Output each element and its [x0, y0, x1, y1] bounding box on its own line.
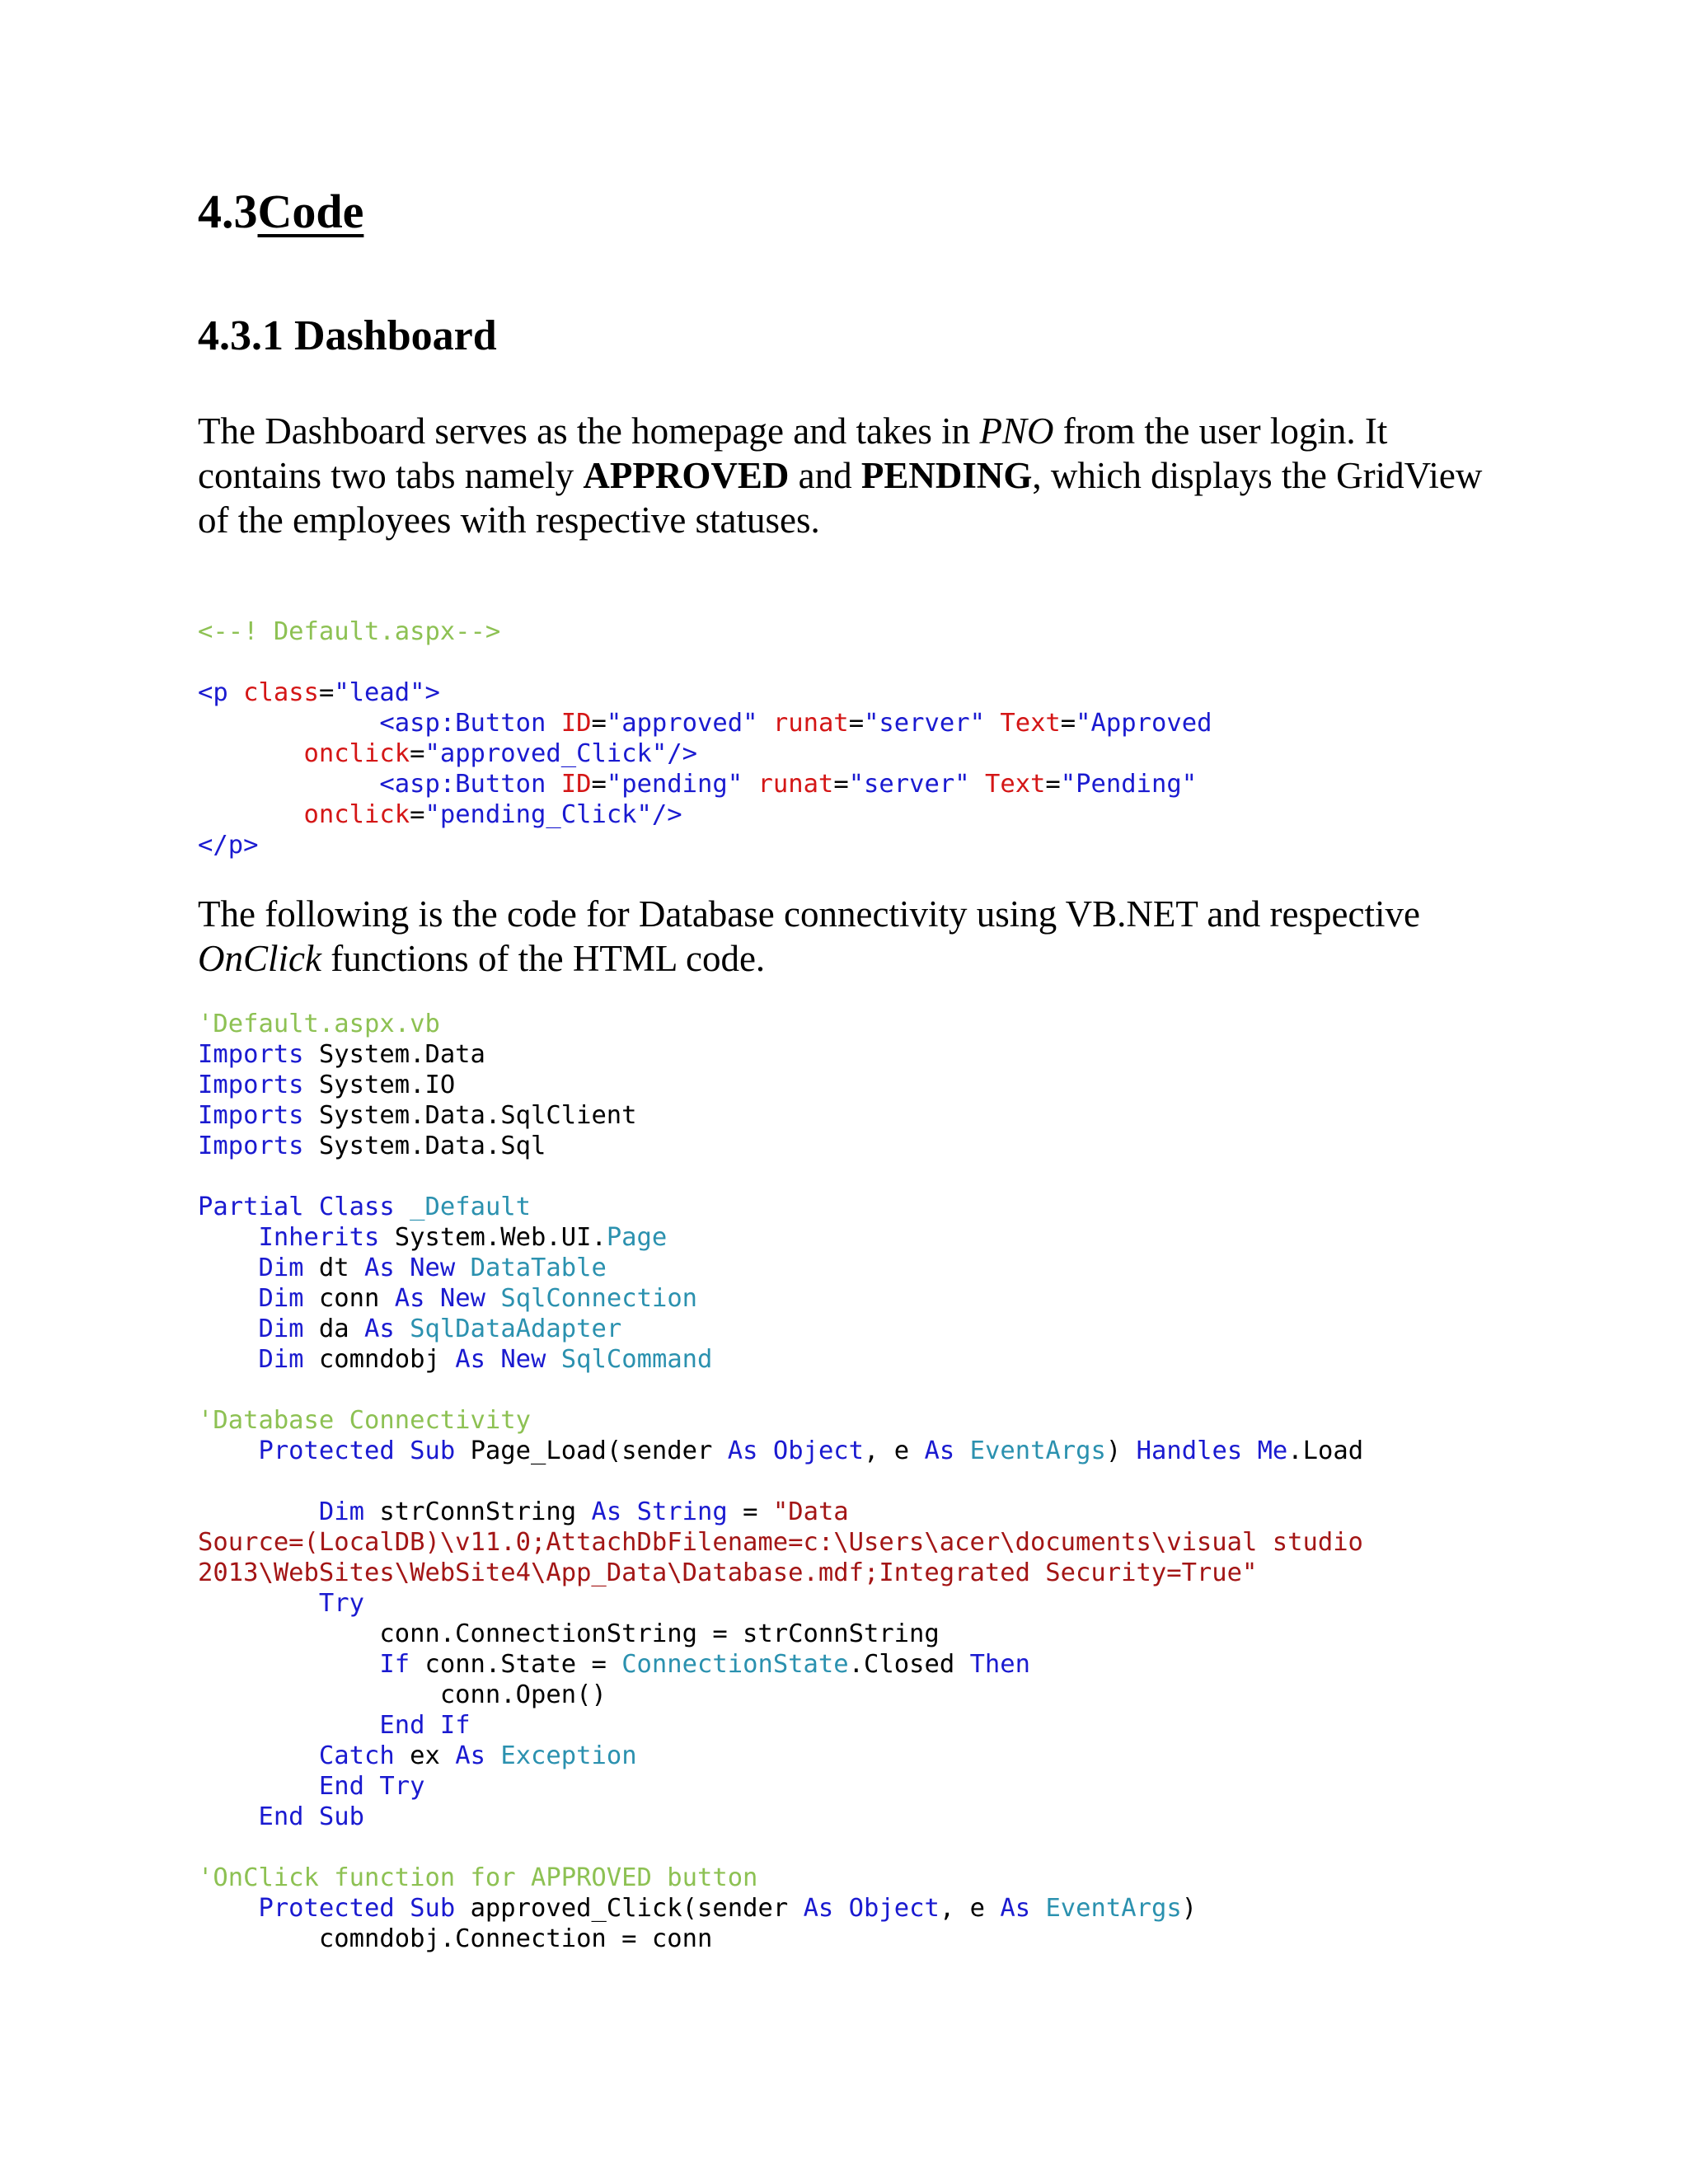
code-keyword: New	[410, 1254, 456, 1282]
intro-text-4: , which displays the GridView of the employees with respective statuses.	[198, 455, 1483, 541]
code-comment: 'Database Connectivity	[198, 1406, 531, 1435]
code-text: )	[1105, 1436, 1122, 1465]
code-type: EventArgs	[969, 1436, 1106, 1465]
following-paragraph	[198, 892, 1500, 981]
code-keyword: As	[364, 1315, 395, 1343]
code-keyword: Object	[848, 1894, 940, 1923]
intro-text-2: from the user login. It contains two tabs namely	[198, 410, 1388, 496]
intro-text-1: The Dashboard serves as the homepage and takes in	[198, 410, 980, 452]
aspx-code-block: <--! Default.aspx--> <p class="lead"> <asp:Button ID="approved" runat="server" Text="Approved onclick="approved_Click"/> <asp:Button ID="pending" runat="server" Text="Pending" onclick="pending_Click"/> </p>	[198, 617, 1212, 860]
code-comment: <--! Default.aspx-->	[198, 617, 501, 646]
code-keyword: Protected	[258, 1436, 395, 1465]
code-string: Source=(LocalDB)\v11.0;AttachDbFilename=c:\Users\acer\documents\visual studio	[198, 1528, 1363, 1557]
code-type: DataTable	[470, 1254, 607, 1282]
code-keyword: Imports	[198, 1071, 304, 1099]
code-type: Page	[606, 1223, 668, 1252]
code-keyword: Imports	[198, 1040, 304, 1069]
code-text: conn	[318, 1284, 380, 1313]
code-type: SqlConnection	[500, 1284, 698, 1313]
code-keyword: Sub	[410, 1894, 456, 1923]
code-text: =	[727, 1497, 773, 1526]
code-attr: class	[243, 678, 319, 707]
code-tag: />	[667, 739, 698, 768]
code-text: System.IO	[318, 1071, 456, 1099]
code-keyword: If	[439, 1711, 471, 1740]
code-keyword: Handles	[1136, 1436, 1243, 1465]
code-text: conn.ConnectionString = strConnString	[379, 1619, 940, 1648]
code-type: EventArgs	[1045, 1894, 1182, 1923]
code-text: System.Data	[318, 1040, 485, 1069]
code-keyword: String	[636, 1497, 728, 1526]
code-tag: <p	[198, 678, 228, 707]
code-keyword: Sub	[410, 1436, 456, 1465]
code-keyword: Class	[318, 1193, 395, 1221]
code-type: SqlCommand	[560, 1345, 713, 1374]
code-string: "pending_Click"	[424, 800, 652, 829]
code-keyword: Sub	[318, 1802, 365, 1831]
code-text: .Load	[1287, 1436, 1364, 1465]
vb-code-block	[198, 1009, 1363, 1954]
code-keyword: End	[379, 1711, 425, 1740]
code-keyword: As	[455, 1741, 485, 1770]
code-keyword: Imports	[198, 1132, 304, 1160]
code-string: "server"	[864, 709, 985, 738]
code-keyword: Me	[1257, 1436, 1288, 1465]
code-keyword: Dim	[318, 1497, 364, 1526]
subsection-heading: 4.3.1 Dashboard	[198, 312, 497, 359]
code-text: comndobj	[318, 1345, 440, 1374]
code-attr: runat	[772, 709, 849, 738]
code-text: approved_Click(sender	[470, 1894, 789, 1923]
following-text-1: The following is the code for Database connectivity using VB.NET and respective	[198, 893, 1420, 935]
code-keyword: Try	[318, 1589, 364, 1618]
code-string: "Data	[772, 1497, 849, 1526]
code-text: dt	[318, 1254, 349, 1282]
code-attr: onclick	[303, 739, 410, 768]
code-string: "Approved	[1076, 709, 1212, 738]
code-text: ex	[410, 1741, 440, 1770]
code-string: "pending"	[606, 770, 743, 799]
code-text: comndobj.Connection = conn	[318, 1924, 713, 1953]
code-keyword: As	[364, 1254, 395, 1282]
code-keyword: As	[924, 1436, 955, 1465]
code-tag: <asp:Button	[379, 770, 546, 799]
code-keyword: Dim	[258, 1345, 304, 1374]
code-string: "approved"	[606, 709, 758, 738]
code-tag: >	[424, 678, 440, 707]
section-title: Code	[257, 185, 364, 238]
code-text: System.Data.Sql	[318, 1132, 546, 1160]
code-text: .Closed	[848, 1650, 955, 1679]
code-keyword: New	[439, 1284, 485, 1313]
code-attr: onclick	[303, 800, 410, 829]
code-string: "approved_Click"	[424, 739, 668, 768]
code-type: _Default	[410, 1193, 532, 1221]
code-keyword: As	[455, 1345, 485, 1374]
following-text-2: functions of the HTML code.	[321, 938, 766, 979]
code-text: conn.Open()	[439, 1680, 607, 1709]
code-text: da	[318, 1315, 349, 1343]
code-text: )	[1181, 1894, 1198, 1923]
code-keyword: As	[394, 1284, 425, 1313]
section-number: 4.3	[198, 185, 258, 238]
code-keyword: Partial	[198, 1193, 304, 1221]
code-keyword: As	[727, 1436, 758, 1465]
code-keyword: Inherits	[258, 1223, 380, 1252]
following-onclick: OnClick	[198, 938, 321, 979]
code-keyword: New	[500, 1345, 546, 1374]
code-attr: Text	[984, 770, 1046, 799]
section-heading	[198, 185, 364, 238]
code-keyword: If	[379, 1650, 410, 1679]
code-keyword: As	[591, 1497, 622, 1526]
code-type: ConnectionState	[621, 1650, 849, 1679]
intro-text-3: and	[789, 455, 861, 496]
code-text: strConnString	[379, 1497, 577, 1526]
code-type: SqlDataAdapter	[410, 1315, 622, 1343]
code-keyword: Object	[772, 1436, 865, 1465]
code-keyword: As	[1000, 1894, 1031, 1923]
code-attr: ID	[560, 709, 592, 738]
code-text: , e	[864, 1436, 910, 1465]
code-tag: />	[651, 800, 682, 829]
code-string: "lead"	[334, 678, 425, 707]
code-keyword: Catch	[318, 1741, 395, 1770]
code-string: "server"	[848, 770, 970, 799]
code-keyword: Protected	[258, 1894, 395, 1923]
code-attr: runat	[757, 770, 834, 799]
code-keyword: End	[258, 1802, 304, 1831]
code-text: conn.State =	[424, 1650, 622, 1679]
code-keyword: As	[803, 1894, 834, 1923]
code-keyword: End	[318, 1772, 364, 1801]
code-keyword: Dim	[258, 1284, 304, 1313]
code-attr: Text	[1000, 709, 1061, 738]
code-comment: 'Default.aspx.vb	[198, 1010, 440, 1038]
code-tag: </p>	[198, 831, 259, 860]
code-text: Page_Load(sender	[470, 1436, 713, 1465]
code-text: System.Data.SqlClient	[318, 1101, 637, 1130]
code-tag: <asp:Button	[379, 709, 546, 738]
code-type: Exception	[500, 1741, 637, 1770]
intro-pending: PENDING	[860, 455, 1033, 496]
intro-paragraph	[198, 409, 1500, 542]
code-keyword: Dim	[258, 1315, 304, 1343]
code-text: System.Web.UI.	[394, 1223, 607, 1252]
code-keyword: Then	[969, 1650, 1031, 1679]
code-keyword: Try	[379, 1772, 425, 1801]
code-keyword: Dim	[258, 1254, 304, 1282]
code-string: "Pending"	[1060, 770, 1198, 799]
code-text: , e	[939, 1894, 985, 1923]
code-keyword: Imports	[198, 1101, 304, 1130]
code-string: 2013\WebSites\WebSite4\App_Data\Database.mdf;Integrated Security=True"	[198, 1558, 1258, 1587]
intro-approved: APPROVED	[583, 455, 790, 496]
code-comment: 'OnClick function for APPROVED button	[198, 1863, 758, 1892]
intro-pno: PNO	[979, 410, 1054, 452]
code-attr: ID	[560, 770, 592, 799]
